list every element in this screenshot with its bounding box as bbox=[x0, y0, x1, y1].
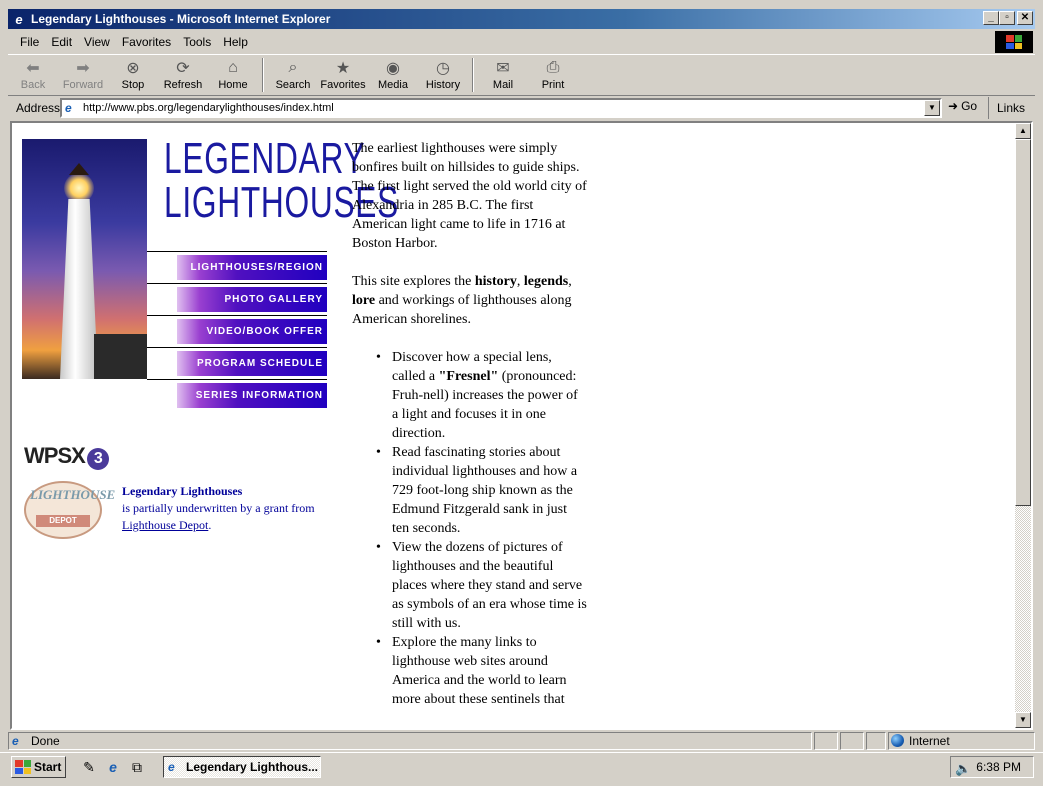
favorites-button[interactable] bbox=[318, 55, 368, 95]
keeper-house bbox=[94, 334, 147, 379]
ie-quicklaunch-icon[interactable]: e bbox=[109, 759, 117, 775]
print-button[interactable] bbox=[528, 55, 578, 95]
stop-label: Stop bbox=[121, 79, 145, 91]
security-zone bbox=[888, 732, 1035, 750]
taskbar bbox=[0, 752, 1043, 786]
bullet1-fresnel: "Fresnel" bbox=[438, 369, 499, 384]
menu-view[interactable]: View bbox=[84, 34, 110, 49]
stop-icon: ⊗ bbox=[126, 60, 140, 77]
address-url[interactable]: http://www.pbs.org/legendarylighthouses/index.html bbox=[83, 102, 334, 114]
toolbar-separator bbox=[472, 58, 474, 92]
grant-text: is partially underwritten by a grant from bbox=[122, 501, 315, 515]
lighthouse-lamp bbox=[64, 173, 94, 203]
menu-file[interactable]: File bbox=[20, 34, 40, 49]
menu-bar bbox=[8, 31, 1035, 52]
globe-icon bbox=[891, 734, 904, 747]
restore-button[interactable]: ▫ bbox=[999, 11, 1015, 25]
scroll-thumb[interactable] bbox=[1015, 139, 1031, 506]
print-label: Print bbox=[541, 79, 565, 91]
forward-label: Forward bbox=[62, 79, 104, 91]
nav-row bbox=[147, 315, 327, 347]
scroll-down-icon[interactable]: ▼ bbox=[1015, 712, 1031, 728]
status-pane bbox=[814, 732, 838, 750]
wpsx-text: WPSX bbox=[24, 443, 85, 468]
search-label: Search bbox=[275, 79, 311, 91]
intro-paragraph: The earliest lighthouses were simply bonfires built on hillsides to guide ships. The first light served the old world city of Alexandria in 285 B.C. The first American light came to life in 1716 at Boston Harbor. bbox=[352, 141, 587, 251]
status-text-pane bbox=[8, 732, 812, 750]
page-content bbox=[10, 121, 1033, 730]
start-label: Start bbox=[34, 760, 62, 774]
menu-help[interactable]: Help bbox=[223, 34, 248, 49]
grant-end: . bbox=[208, 518, 212, 532]
nav-video-book-offer[interactable]: VIDEO/BOOK OFFER bbox=[177, 319, 327, 344]
nav-lighthouses-region[interactable]: LIGHTHOUSES/REGION bbox=[177, 255, 327, 280]
taskbar-task-ie[interactable] bbox=[163, 756, 321, 778]
address-label: Address bbox=[16, 101, 61, 115]
address-input[interactable] bbox=[60, 98, 942, 118]
status-bar bbox=[8, 731, 1035, 751]
favorites-icon: ★ bbox=[335, 60, 351, 77]
toolbar-separator bbox=[262, 58, 264, 92]
address-bar bbox=[8, 97, 1035, 119]
close-button[interactable]: ✕ bbox=[1017, 11, 1033, 25]
windows-flag-icon bbox=[15, 760, 31, 774]
lighthouse-photo bbox=[22, 139, 147, 379]
explores-paragraph bbox=[352, 272, 587, 329]
back-label: Back bbox=[20, 79, 46, 91]
history-button[interactable] bbox=[418, 55, 468, 95]
underwriting-note bbox=[122, 483, 322, 534]
logo-line-1: LEGENDARY bbox=[164, 134, 366, 183]
ie-icon: e bbox=[15, 11, 23, 27]
nav-row bbox=[147, 347, 327, 379]
clock[interactable]: 6:38 PM bbox=[976, 760, 1021, 774]
search-button[interactable] bbox=[268, 55, 318, 95]
home-label: Home bbox=[218, 79, 248, 91]
ie-task-icon: e bbox=[168, 760, 175, 774]
explores-lore: lore bbox=[352, 293, 376, 308]
start-button[interactable] bbox=[11, 756, 66, 778]
windows-logo-icon bbox=[995, 31, 1033, 53]
window-controls bbox=[983, 11, 1033, 25]
logo-line-2: LIGHTHOUSES bbox=[164, 178, 400, 227]
ie-page-icon: e bbox=[65, 101, 72, 115]
show-desktop-icon[interactable]: ✎ bbox=[83, 759, 95, 775]
forward-button[interactable] bbox=[58, 55, 108, 95]
media-button[interactable] bbox=[368, 55, 418, 95]
stop-button[interactable] bbox=[108, 55, 158, 95]
back-button[interactable] bbox=[8, 55, 58, 95]
nav-series-information[interactable]: SERIES INFORMATION bbox=[177, 383, 327, 408]
explores-comma: , bbox=[516, 274, 524, 289]
list-item: • Explore the many links to lighthouse web sites around America and the world to learn more about these sentinels that bbox=[392, 633, 587, 709]
go-label: Go bbox=[961, 99, 978, 113]
minimize-button[interactable]: _ bbox=[983, 11, 999, 25]
explores-history: history bbox=[474, 274, 517, 289]
nav-program-schedule[interactable]: PROGRAM SCHEDULE bbox=[177, 351, 327, 376]
zone-text: Internet bbox=[909, 734, 950, 748]
mail-button[interactable] bbox=[478, 55, 528, 95]
lighthouse-cap bbox=[69, 163, 89, 175]
address-dropdown-icon[interactable]: ▼ bbox=[924, 100, 940, 116]
window-title: Legendary Lighthouses - Microsoft Internet Explorer bbox=[31, 12, 331, 26]
article-text bbox=[352, 139, 587, 709]
title-bar[interactable] bbox=[8, 9, 1035, 29]
mail-icon: ✉ bbox=[496, 60, 510, 77]
lighthouse-depot-link[interactable]: Lighthouse Depot bbox=[122, 518, 209, 532]
nav-photo-gallery[interactable]: PHOTO GALLERY bbox=[177, 287, 327, 312]
status-text: Done bbox=[31, 734, 60, 748]
favorites-label: Favorites bbox=[320, 79, 366, 91]
mail-label: Mail bbox=[492, 79, 514, 91]
menu-favorites[interactable]: Favorites bbox=[121, 34, 172, 49]
refresh-button[interactable] bbox=[158, 55, 208, 95]
explores-post: and workings of lighthouses along American shorelines. bbox=[352, 293, 572, 327]
list-item bbox=[392, 348, 587, 443]
status-pane bbox=[840, 732, 864, 750]
lighthouse-tower bbox=[60, 199, 98, 379]
media-icon: ◉ bbox=[386, 60, 400, 77]
explores-pre: This site explores the bbox=[352, 274, 475, 289]
print-icon: ⎙ bbox=[546, 59, 560, 76]
wpsx-number: 3 bbox=[87, 448, 109, 470]
scroll-up-icon[interactable]: ▲ bbox=[1015, 123, 1031, 139]
depot-logo-top: LIGHTHOUSE bbox=[30, 487, 116, 502]
lighthouse-depot-logo[interactable] bbox=[24, 481, 116, 539]
search-icon: ⌕ bbox=[288, 59, 298, 76]
explores-legends: legends bbox=[523, 274, 569, 289]
refresh-icon: ⟳ bbox=[176, 60, 190, 77]
history-label: History bbox=[425, 79, 461, 91]
grant-title: Legendary Lighthouses bbox=[122, 484, 243, 498]
bullet1-pre: Discover how a special lens, called a bbox=[392, 350, 552, 384]
speaker-icon[interactable]: 🔈 bbox=[955, 761, 972, 776]
nav-row bbox=[147, 379, 327, 411]
wpsx-logo[interactable] bbox=[24, 443, 109, 470]
back-arrow-icon: ⬅ bbox=[26, 60, 40, 77]
home-icon: ⌂ bbox=[228, 59, 238, 76]
features-list bbox=[392, 348, 587, 709]
bullet1-post: (pronounced: Fruh-nell) increases the power of a light and focuses it in one direction. bbox=[392, 369, 578, 441]
nav-row bbox=[147, 251, 327, 283]
explores-comma: , bbox=[568, 274, 572, 289]
menu-edit[interactable]: Edit bbox=[51, 34, 73, 49]
site-logo[interactable] bbox=[164, 134, 400, 227]
task-label: Legendary Lighthous... bbox=[186, 760, 319, 774]
nav-row bbox=[147, 283, 327, 315]
status-pane bbox=[866, 732, 886, 750]
system-tray bbox=[950, 756, 1034, 778]
standard-toolbar bbox=[8, 54, 1035, 96]
forward-arrow-icon: ➡ bbox=[76, 60, 90, 77]
history-icon: ◷ bbox=[436, 60, 450, 77]
vertical-scrollbar[interactable] bbox=[1015, 123, 1031, 728]
page-status-icon: e bbox=[12, 734, 19, 748]
media-label: Media bbox=[378, 79, 408, 91]
list-item: • Read fascinating stories about individual lighthouses and how a 729 foot-long ship known as the Edmund Fitzgerald sank in just ten seconds. bbox=[392, 443, 587, 538]
links-button[interactable]: Links bbox=[988, 97, 1025, 119]
depot-logo-band: DEPOT bbox=[36, 515, 90, 527]
list-item: • View the dozens of pictures of lighthouses and the beautiful places where they stand and serve as symbols of an era whose time is still with us. bbox=[392, 538, 587, 633]
outlook-quicklaunch-icon[interactable]: ⧉ bbox=[132, 759, 142, 775]
go-arrow-icon: ➜ bbox=[948, 99, 959, 113]
refresh-label: Refresh bbox=[163, 79, 203, 91]
menu-tools[interactable]: Tools bbox=[183, 34, 212, 49]
go-button[interactable] bbox=[948, 99, 977, 113]
home-button[interactable] bbox=[208, 55, 258, 95]
